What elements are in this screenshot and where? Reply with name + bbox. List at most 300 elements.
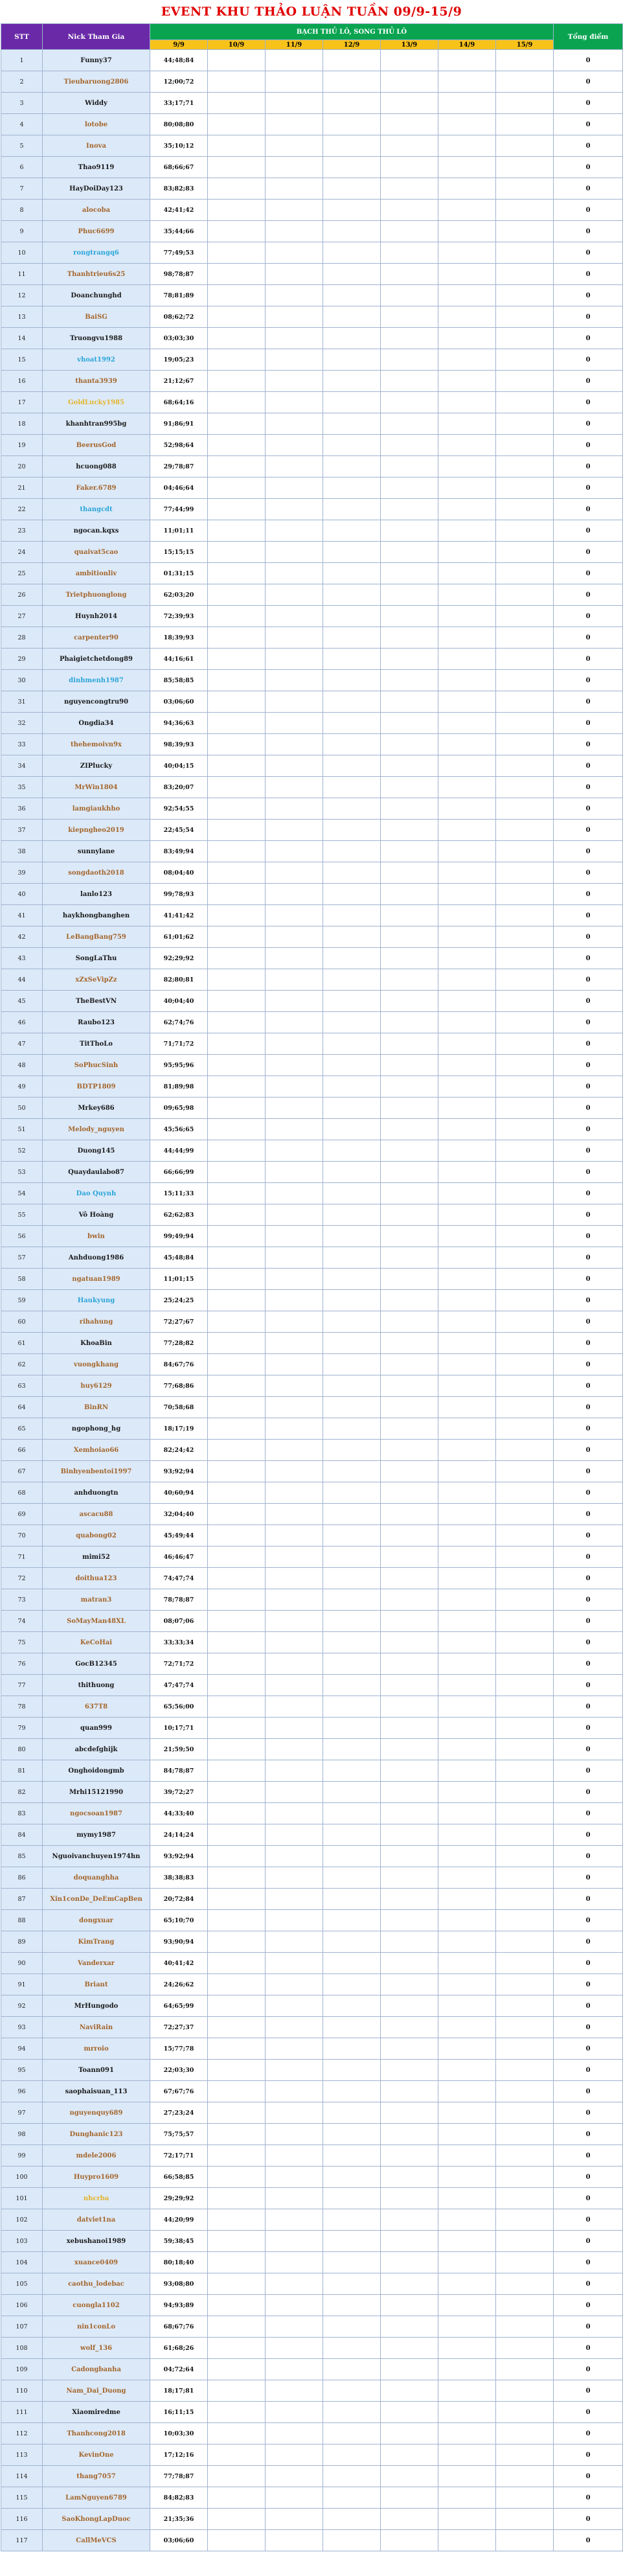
- row-empty-cell: [438, 1931, 496, 1953]
- row-nick: Melody_nguyen: [43, 1119, 150, 1140]
- row-empty-cell: [323, 649, 381, 670]
- row-empty-cell: [323, 884, 381, 905]
- row-empty-cell: [438, 1675, 496, 1696]
- row-guess: 09;65;98: [150, 1098, 208, 1119]
- row-nick: Toann091: [43, 2060, 150, 2081]
- row-guess: 44;20;99: [150, 2209, 208, 2231]
- row-empty-cell: [266, 2060, 323, 2081]
- row-empty-cell: [496, 1824, 554, 1846]
- row-stt: 89: [1, 1931, 43, 1953]
- row-empty-cell: [208, 1867, 266, 1889]
- row-empty-cell: [438, 1718, 496, 1739]
- row-empty-cell: [438, 285, 496, 306]
- row-empty-cell: [496, 755, 554, 777]
- table-row: [1, 2188, 623, 2209]
- row-empty-cell: [266, 2145, 323, 2167]
- row-guess: 16;11;15: [150, 2402, 208, 2423]
- row-nick: dongxuar: [43, 1910, 150, 1931]
- row-empty-cell: [208, 905, 266, 926]
- row-empty-cell: [438, 1910, 496, 1931]
- row-empty-cell: [496, 1375, 554, 1397]
- row-empty-cell: [266, 1889, 323, 1910]
- row-empty-cell: [438, 1098, 496, 1119]
- row-empty-cell: [323, 2167, 381, 2188]
- row-empty-cell: [208, 2466, 266, 2487]
- row-empty-cell: [323, 713, 381, 734]
- row-empty-cell: [381, 1782, 438, 1803]
- row-empty-cell: [496, 135, 554, 157]
- row-guess: 32;04;40: [150, 1504, 208, 1525]
- row-empty-cell: [381, 2124, 438, 2145]
- row-empty-cell: [266, 114, 323, 135]
- row-empty-cell: [438, 606, 496, 627]
- row-nick: Faker.6789: [43, 477, 150, 499]
- table-row: [1, 371, 623, 392]
- row-guess: 68;67;76: [150, 2316, 208, 2338]
- row-stt: 87: [1, 1889, 43, 1910]
- row-empty-cell: [438, 2252, 496, 2273]
- row-empty-cell: [381, 755, 438, 777]
- row-total: 0: [554, 713, 623, 734]
- row-empty-cell: [208, 1226, 266, 1247]
- row-empty-cell: [323, 691, 381, 713]
- row-empty-cell: [438, 1140, 496, 1162]
- row-empty-cell: [496, 1482, 554, 1504]
- row-empty-cell: [208, 1461, 266, 1482]
- row-empty-cell: [208, 606, 266, 627]
- row-empty-cell: [208, 670, 266, 691]
- row-empty-cell: [438, 2038, 496, 2060]
- row-stt: 96: [1, 2081, 43, 2102]
- row-guess: 24;26;62: [150, 1974, 208, 1995]
- row-nick: Doanchunghd: [43, 285, 150, 306]
- row-empty-cell: [323, 2444, 381, 2466]
- row-empty-cell: [266, 820, 323, 841]
- row-empty-cell: [496, 1867, 554, 1889]
- row-empty-cell: [323, 2338, 381, 2359]
- row-empty-cell: [381, 1504, 438, 1525]
- row-total: 0: [554, 435, 623, 456]
- row-empty-cell: [208, 2338, 266, 2359]
- table-row: [1, 1354, 623, 1375]
- table-row: [1, 157, 623, 178]
- row-empty-cell: [496, 2145, 554, 2167]
- row-guess: 40;60;94: [150, 1482, 208, 1504]
- row-empty-cell: [266, 2188, 323, 2209]
- row-empty-cell: [208, 649, 266, 670]
- row-empty-cell: [438, 2380, 496, 2402]
- row-guess: 45;49;44: [150, 1525, 208, 1547]
- row-empty-cell: [208, 1204, 266, 1226]
- row-nick: mimi52: [43, 1547, 150, 1568]
- row-guess: 92;54;55: [150, 798, 208, 820]
- row-total: 0: [554, 1632, 623, 1653]
- row-guess: 80;08;80: [150, 114, 208, 135]
- table-row: [1, 435, 623, 456]
- row-empty-cell: [208, 349, 266, 371]
- row-empty-cell: [496, 520, 554, 542]
- row-total: 0: [554, 2188, 623, 2209]
- row-empty-cell: [381, 670, 438, 691]
- row-empty-cell: [381, 2273, 438, 2295]
- row-empty-cell: [438, 2444, 496, 2466]
- row-empty-cell: [208, 926, 266, 948]
- table-row: [1, 1611, 623, 1632]
- header-date: 13/9: [381, 40, 438, 50]
- row-empty-cell: [438, 1653, 496, 1675]
- table-row: [1, 841, 623, 862]
- row-empty-cell: [208, 1247, 266, 1269]
- row-stt: 2: [1, 71, 43, 93]
- row-total: 0: [554, 221, 623, 242]
- row-empty-cell: [381, 1931, 438, 1953]
- row-empty-cell: [266, 2038, 323, 2060]
- row-nick: Cadongbanha: [43, 2359, 150, 2380]
- row-nick: thangcdt: [43, 499, 150, 520]
- row-empty-cell: [266, 306, 323, 328]
- row-empty-cell: [438, 905, 496, 926]
- row-guess: 29;78;87: [150, 456, 208, 477]
- row-guess: 83;82;83: [150, 178, 208, 200]
- table-body: [1, 50, 623, 2551]
- row-stt: 44: [1, 969, 43, 991]
- row-empty-cell: [323, 1076, 381, 1098]
- row-guess: 71;71;72: [150, 1033, 208, 1055]
- row-empty-cell: [496, 328, 554, 349]
- header-date: 9/9: [150, 40, 208, 50]
- row-empty-cell: [208, 1675, 266, 1696]
- row-nick: Huypro1609: [43, 2167, 150, 2188]
- row-empty-cell: [323, 392, 381, 413]
- row-empty-cell: [381, 713, 438, 734]
- row-total: 0: [554, 50, 623, 71]
- row-empty-cell: [496, 841, 554, 862]
- row-empty-cell: [266, 1632, 323, 1653]
- row-empty-cell: [266, 2380, 323, 2402]
- row-total: 0: [554, 2038, 623, 2060]
- row-stt: 6: [1, 157, 43, 178]
- row-empty-cell: [323, 1739, 381, 1760]
- row-empty-cell: [438, 2060, 496, 2081]
- row-empty-cell: [323, 135, 381, 157]
- row-guess: 74;47;74: [150, 1568, 208, 1589]
- row-stt: 69: [1, 1504, 43, 1525]
- row-empty-cell: [381, 135, 438, 157]
- row-empty-cell: [496, 2359, 554, 2380]
- row-empty-cell: [438, 264, 496, 285]
- row-nick: Onghoidongmb: [43, 1760, 150, 1782]
- row-empty-cell: [438, 627, 496, 649]
- row-guess: 44;33;40: [150, 1803, 208, 1824]
- row-guess: 44;48;84: [150, 50, 208, 71]
- row-stt: 14: [1, 328, 43, 349]
- row-empty-cell: [496, 242, 554, 264]
- row-empty-cell: [266, 1931, 323, 1953]
- row-empty-cell: [496, 2487, 554, 2509]
- row-empty-cell: [381, 1803, 438, 1824]
- row-empty-cell: [438, 1183, 496, 1204]
- table-row: [1, 1931, 623, 1953]
- row-empty-cell: [323, 798, 381, 820]
- row-nick: SoMayMan48XL: [43, 1611, 150, 1632]
- row-empty-cell: [438, 713, 496, 734]
- table-row: [1, 1824, 623, 1846]
- row-empty-cell: [438, 392, 496, 413]
- row-empty-cell: [381, 1290, 438, 1311]
- row-guess: 78;81;89: [150, 285, 208, 306]
- row-empty-cell: [381, 1333, 438, 1354]
- row-empty-cell: [208, 1589, 266, 1611]
- row-empty-cell: [381, 1183, 438, 1204]
- row-stt: 107: [1, 2316, 43, 2338]
- row-empty-cell: [266, 157, 323, 178]
- row-guess: 93;90;94: [150, 1931, 208, 1953]
- row-total: 0: [554, 627, 623, 649]
- row-guess: 77;28;82: [150, 1333, 208, 1354]
- row-total: 0: [554, 1739, 623, 1760]
- table-row: [1, 862, 623, 884]
- row-guess: 03;06;60: [150, 691, 208, 713]
- row-total: 0: [554, 1333, 623, 1354]
- row-empty-cell: [208, 1803, 266, 1824]
- row-empty-cell: [381, 1482, 438, 1504]
- row-stt: 79: [1, 1718, 43, 1739]
- row-empty-cell: [438, 1632, 496, 1653]
- row-nick: Xiaomiredme: [43, 2402, 150, 2423]
- table-row: [1, 1953, 623, 1974]
- row-empty-cell: [208, 1696, 266, 1718]
- row-stt: 97: [1, 2102, 43, 2124]
- row-stt: 71: [1, 1547, 43, 1568]
- table-row: [1, 627, 623, 649]
- row-stt: 85: [1, 1846, 43, 1867]
- row-empty-cell: [266, 1162, 323, 1183]
- row-guess: 08;62;72: [150, 306, 208, 328]
- row-guess: 11;01;15: [150, 1269, 208, 1290]
- row-stt: 53: [1, 1162, 43, 1183]
- row-empty-cell: [266, 349, 323, 371]
- row-guess: 33;33;34: [150, 1632, 208, 1653]
- row-stt: 47: [1, 1033, 43, 1055]
- row-total: 0: [554, 1910, 623, 1931]
- row-guess: 45;48;84: [150, 1247, 208, 1269]
- row-total: 0: [554, 1568, 623, 1589]
- row-empty-cell: [266, 1226, 323, 1247]
- row-empty-cell: [323, 2017, 381, 2038]
- row-nick: nin1conLo: [43, 2316, 150, 2338]
- row-empty-cell: [266, 1910, 323, 1931]
- row-empty-cell: [381, 584, 438, 606]
- row-empty-cell: [438, 1055, 496, 1076]
- table-row: [1, 499, 623, 520]
- row-stt: 17: [1, 392, 43, 413]
- row-empty-cell: [496, 884, 554, 905]
- row-empty-cell: [438, 2295, 496, 2316]
- row-empty-cell: [496, 1653, 554, 1675]
- row-empty-cell: [208, 2273, 266, 2295]
- row-total: 0: [554, 264, 623, 285]
- row-empty-cell: [323, 520, 381, 542]
- row-empty-cell: [381, 456, 438, 477]
- row-total: 0: [554, 1547, 623, 1568]
- row-empty-cell: [208, 50, 266, 71]
- row-stt: 28: [1, 627, 43, 649]
- row-empty-cell: [323, 2038, 381, 2060]
- table-row: [1, 1568, 623, 1589]
- table-row: [1, 71, 623, 93]
- row-guess: 40;41;42: [150, 1953, 208, 1974]
- row-empty-cell: [208, 1611, 266, 1632]
- row-empty-cell: [381, 1269, 438, 1290]
- row-empty-cell: [438, 1290, 496, 1311]
- row-total: 0: [554, 2338, 623, 2359]
- row-nick: songdaoth2018: [43, 862, 150, 884]
- row-total: 0: [554, 1461, 623, 1482]
- row-empty-cell: [496, 1247, 554, 1269]
- row-empty-cell: [208, 991, 266, 1012]
- row-guess: 66;66;99: [150, 1162, 208, 1183]
- row-nick: rongtrangq6: [43, 242, 150, 264]
- row-empty-cell: [266, 242, 323, 264]
- row-guess: 08;07;06: [150, 1611, 208, 1632]
- row-total: 0: [554, 1696, 623, 1718]
- row-empty-cell: [266, 606, 323, 627]
- row-total: 0: [554, 285, 623, 306]
- row-empty-cell: [266, 264, 323, 285]
- row-empty-cell: [496, 777, 554, 798]
- row-empty-cell: [381, 2038, 438, 2060]
- row-stt: 74: [1, 1611, 43, 1632]
- row-empty-cell: [208, 178, 266, 200]
- row-empty-cell: [323, 1247, 381, 1269]
- row-empty-cell: [323, 1760, 381, 1782]
- row-stt: 54: [1, 1183, 43, 1204]
- row-empty-cell: [323, 2295, 381, 2316]
- row-empty-cell: [323, 734, 381, 755]
- row-nick: Phaigietchetdong89: [43, 649, 150, 670]
- row-empty-cell: [323, 221, 381, 242]
- row-empty-cell: [323, 926, 381, 948]
- row-empty-cell: [438, 1375, 496, 1397]
- row-empty-cell: [496, 2209, 554, 2231]
- row-guess: 93;08;80: [150, 2273, 208, 2295]
- row-total: 0: [554, 2509, 623, 2530]
- row-empty-cell: [381, 2017, 438, 2038]
- row-empty-cell: [438, 649, 496, 670]
- row-stt: 68: [1, 1482, 43, 1504]
- table-row: [1, 200, 623, 221]
- row-empty-cell: [438, 50, 496, 71]
- row-empty-cell: [438, 2017, 496, 2038]
- row-empty-cell: [266, 948, 323, 969]
- row-empty-cell: [381, 1461, 438, 1482]
- row-guess: 44;44;99: [150, 1140, 208, 1162]
- header-date: 11/9: [266, 40, 323, 50]
- row-empty-cell: [496, 1183, 554, 1204]
- row-empty-cell: [438, 563, 496, 584]
- row-empty-cell: [323, 1611, 381, 1632]
- row-guess: 21;35;36: [150, 2509, 208, 2530]
- row-empty-cell: [438, 520, 496, 542]
- row-empty-cell: [266, 1739, 323, 1760]
- row-empty-cell: [438, 820, 496, 841]
- row-empty-cell: [496, 1461, 554, 1482]
- row-empty-cell: [208, 1760, 266, 1782]
- row-empty-cell: [381, 862, 438, 884]
- row-guess: 18;39;93: [150, 627, 208, 649]
- row-guess: 80;18;40: [150, 2252, 208, 2273]
- row-stt: 37: [1, 820, 43, 841]
- table-row: [1, 884, 623, 905]
- table-row: [1, 2423, 623, 2444]
- row-empty-cell: [438, 349, 496, 371]
- row-stt: 76: [1, 1653, 43, 1675]
- row-guess: 42;41;42: [150, 200, 208, 221]
- row-total: 0: [554, 1482, 623, 1504]
- header-game: BẠCH THỦ LÔ, SONG THỦ LÔ: [150, 24, 554, 40]
- row-empty-cell: [496, 1995, 554, 2017]
- row-empty-cell: [496, 1889, 554, 1910]
- row-empty-cell: [208, 734, 266, 755]
- row-empty-cell: [266, 2124, 323, 2145]
- row-empty-cell: [381, 1226, 438, 1247]
- row-empty-cell: [381, 2081, 438, 2102]
- row-empty-cell: [323, 413, 381, 435]
- row-empty-cell: [381, 435, 438, 456]
- row-empty-cell: [208, 542, 266, 563]
- row-total: 0: [554, 2423, 623, 2444]
- row-nick: Xemhoiao66: [43, 1440, 150, 1461]
- row-empty-cell: [266, 1995, 323, 2017]
- row-empty-cell: [438, 2316, 496, 2338]
- row-empty-cell: [266, 135, 323, 157]
- row-nick: ambitionliv: [43, 563, 150, 584]
- table-row: [1, 1440, 623, 1461]
- row-empty-cell: [266, 1119, 323, 1140]
- table-row: [1, 969, 623, 991]
- row-guess: 77;78;87: [150, 2466, 208, 2487]
- row-empty-cell: [438, 2124, 496, 2145]
- row-stt: 34: [1, 755, 43, 777]
- row-empty-cell: [266, 2167, 323, 2188]
- table-row: [1, 2081, 623, 2102]
- row-stt: 106: [1, 2295, 43, 2316]
- row-empty-cell: [266, 1568, 323, 1589]
- row-empty-cell: [496, 499, 554, 520]
- row-guess: 68;66;67: [150, 157, 208, 178]
- row-empty-cell: [266, 841, 323, 862]
- row-empty-cell: [266, 563, 323, 584]
- row-empty-cell: [323, 948, 381, 969]
- row-empty-cell: [381, 1846, 438, 1867]
- row-stt: 66: [1, 1440, 43, 1461]
- table-row: [1, 1098, 623, 1119]
- row-empty-cell: [381, 2466, 438, 2487]
- table-row: [1, 649, 623, 670]
- row-empty-cell: [381, 264, 438, 285]
- row-empty-cell: [208, 2359, 266, 2380]
- row-empty-cell: [438, 2423, 496, 2444]
- row-empty-cell: [266, 1718, 323, 1739]
- table-row: [1, 1675, 623, 1696]
- row-empty-cell: [381, 1653, 438, 1675]
- row-empty-cell: [496, 1760, 554, 1782]
- row-total: 0: [554, 1311, 623, 1333]
- row-empty-cell: [381, 563, 438, 584]
- row-nick: mdele2006: [43, 2145, 150, 2167]
- header-date: 15/9: [496, 40, 554, 50]
- row-guess: 72;71;72: [150, 1653, 208, 1675]
